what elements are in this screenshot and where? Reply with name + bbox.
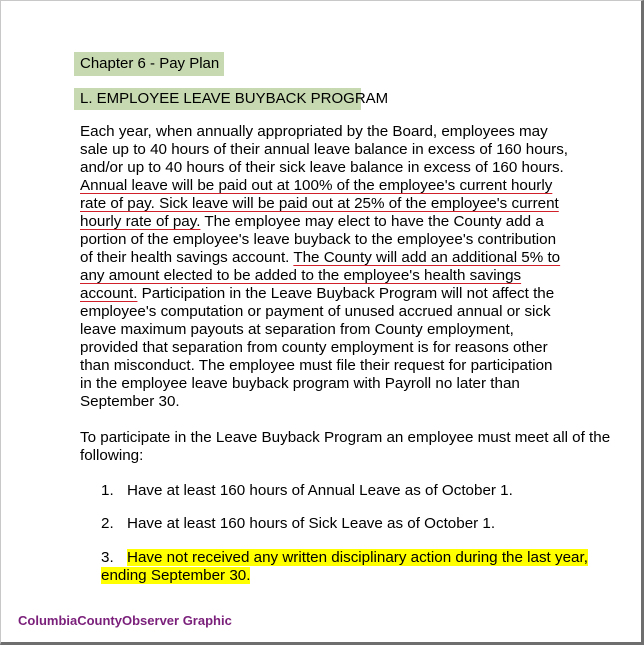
text-segment: and/or up to 40 hours of their sick leave balance in excess of 160 hours. xyxy=(80,159,564,176)
list-text: Have at least 160 hours of Sick Leave as of October 1. xyxy=(127,515,496,532)
text-segment: leave maximum payouts at separation from County employment, xyxy=(80,321,514,338)
paragraph-line xyxy=(80,375,568,393)
list-item-disciplinary-continued xyxy=(101,567,250,585)
text-segment: The employee may elect to have the County add a xyxy=(200,213,544,230)
paragraph-line: following: xyxy=(80,447,144,464)
text-segment: portion of the employee's leave buyback to the employee's contribution xyxy=(80,231,557,248)
paragraph-line xyxy=(80,159,568,177)
list-number: 3. xyxy=(101,549,114,566)
list-item-sick-leave xyxy=(101,515,495,533)
paragraph-line xyxy=(80,357,568,375)
paragraph-line xyxy=(80,285,568,303)
underlined-text: The County will add an additional 5% to xyxy=(293,249,561,266)
paragraph-line xyxy=(80,249,568,267)
graphic-credit: ColumbiaCountyObserver Graphic xyxy=(18,613,232,628)
highlighted-text: Have not received any written disciplinary action during the last year, xyxy=(127,549,588,566)
text-segment: Participation in the Leave Buyback Program will not affect the xyxy=(137,285,555,302)
text-segment: than misconduct. The employee must file their request for participation xyxy=(80,357,553,374)
paragraph-line: To participate in the Leave Buyback Program an employee must meet all of the xyxy=(80,429,611,446)
paragraph-line xyxy=(80,321,568,339)
paragraph-line xyxy=(80,195,568,213)
paragraph-line xyxy=(80,267,568,285)
underlined-text: any amount elected to be added to the employee's health savings xyxy=(80,267,522,284)
paragraph-leave-buyback xyxy=(80,123,568,411)
underlined-text: Annual leave will be paid out at 100% of the employee's current hourly xyxy=(80,177,553,194)
text-segment: of their health savings account. xyxy=(80,249,294,266)
underlined-text: account. xyxy=(80,285,138,302)
paragraph-line xyxy=(80,177,568,195)
underlined-text: hourly rate of pay. xyxy=(80,213,201,230)
list-number: 2. xyxy=(101,515,114,532)
section-heading: L. EMPLOYEE LEAVE BUYBACK PROGRAM xyxy=(74,88,361,110)
paragraph-line xyxy=(80,231,568,249)
list-item-disciplinary xyxy=(101,549,588,567)
text-segment: provided that separation from county employment is for reasons other xyxy=(80,339,548,356)
list-item-annual-leave xyxy=(101,482,513,500)
underlined-text: rate of pay. Sick leave will be paid out at 25% of the employee's current xyxy=(80,195,559,212)
text-segment: sale up to 40 hours of their annual leave balance in excess of 160 hours, xyxy=(80,141,569,158)
paragraph-line xyxy=(80,393,568,411)
chapter-heading: Chapter 6 - Pay Plan xyxy=(74,52,224,76)
highlighted-text: ending September 30. xyxy=(101,567,251,584)
paragraph-line xyxy=(80,123,568,141)
paragraph-line xyxy=(80,213,568,231)
text-segment: in the employee leave buyback program with Payroll no later than xyxy=(80,375,520,392)
list-text: Have at least 160 hours of Annual Leave as of October 1. xyxy=(127,482,513,499)
paragraph-line xyxy=(80,141,568,159)
text-segment: employee's computation or payment of unused accrued annual or sick xyxy=(80,303,551,320)
text-segment: September 30. xyxy=(80,393,180,410)
paragraph-line xyxy=(80,303,568,321)
paragraph-requirements-intro xyxy=(80,429,610,465)
paragraph-line xyxy=(80,339,568,357)
list-number: 1. xyxy=(101,482,114,499)
text-segment: Each year, when annually appropriated by the Board, employees may xyxy=(80,123,548,140)
